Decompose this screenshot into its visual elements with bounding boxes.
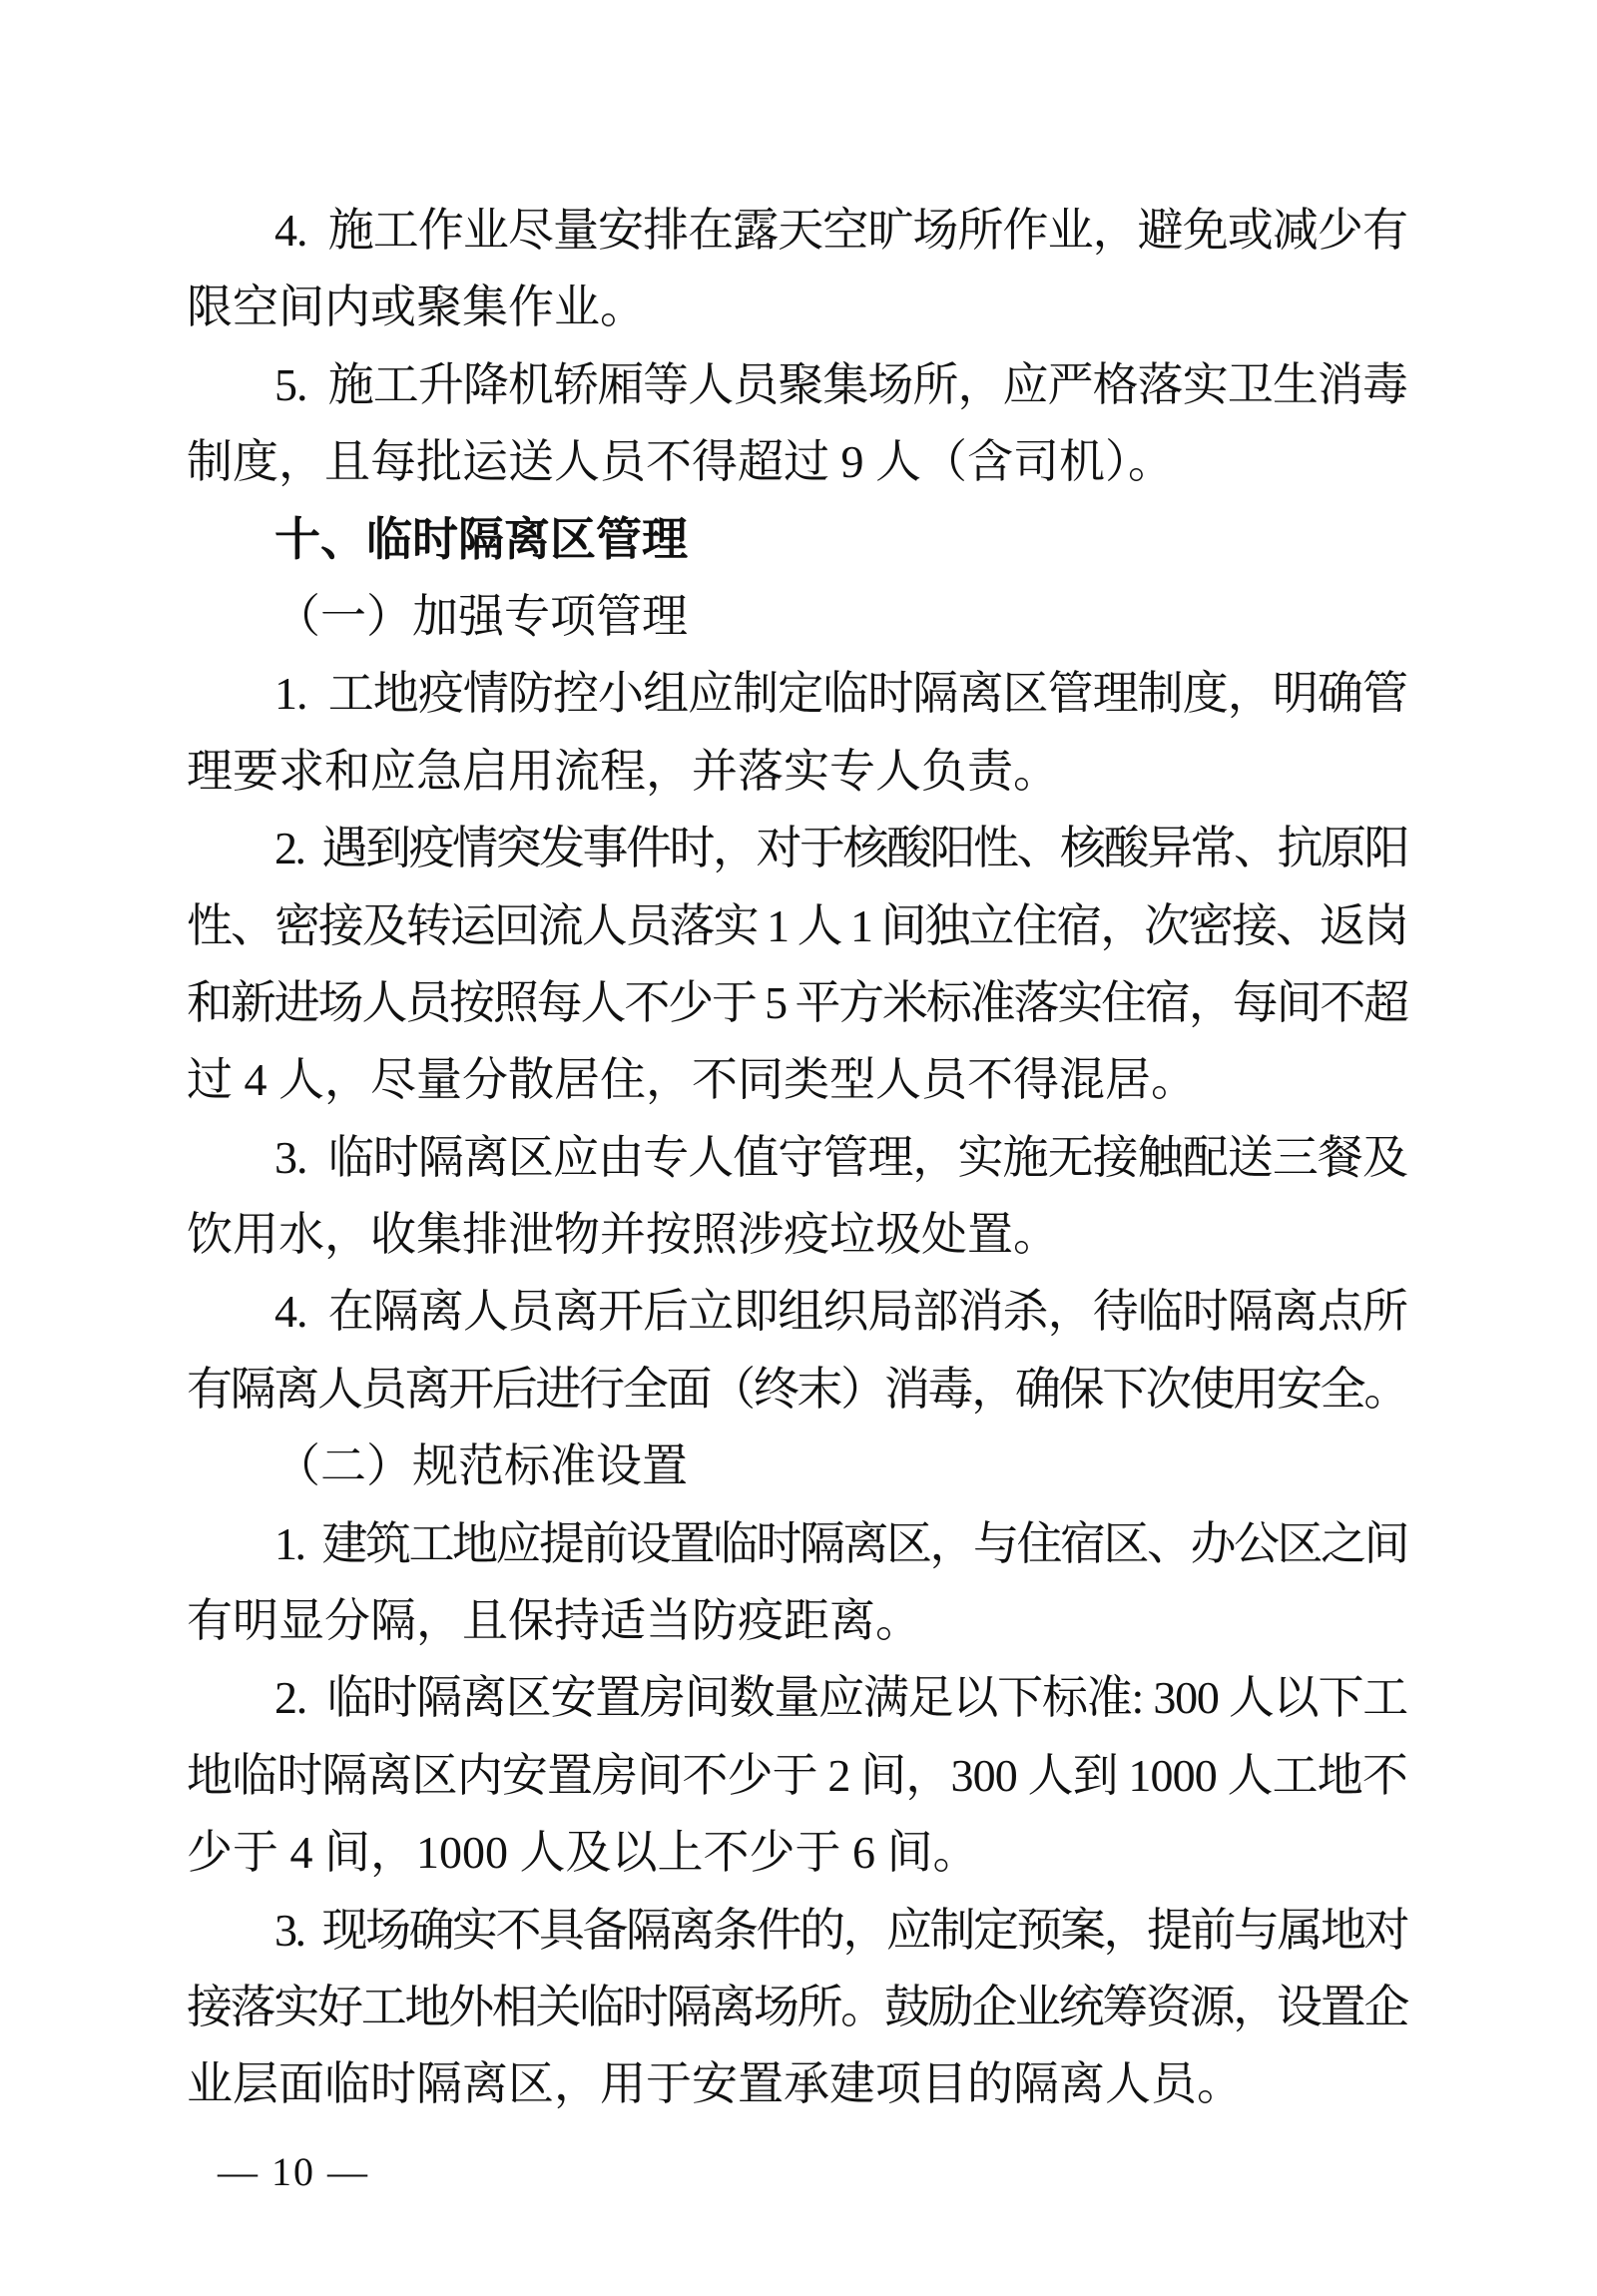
body-text-line: 限空间内或聚集作业。 [187, 282, 646, 333]
document-body [187, 192, 1407, 2123]
body-text-line: 少于 4 间，1000 人及以上不少于 6 间。 [187, 1827, 979, 1879]
subsection-heading: （一）加强专项管理 [274, 590, 688, 642]
subsection-heading: （二）规范标准设置 [274, 1440, 688, 1492]
body-text-line: 有明显分隔，且保持适当防疫距离。 [187, 1595, 921, 1647]
body-text-line: 制度，且每批运送人员不得超过 9 人（含司机）。 [187, 436, 1174, 488]
body-text-line: 接落实好工地外相关临时隔离场所。鼓励企业统筹资源，设置企 [187, 1981, 1407, 2032]
body-text-line: 4. 在隔离人员离开后立即组织局部消杀，待临时隔离点所 [274, 1286, 1407, 1338]
body-text-line: 2. 临时隔离区安置房间数量应满足以下标准: 300 人以下工 [274, 1672, 1407, 1724]
body-text-line: 2. 遇到疫情突发事件时，对于核酸阳性、核酸异常、抗原阳 [274, 823, 1407, 874]
body-text-line: 1. 工地疫情防控小组应制定临时隔离区管理制度，明确管 [274, 668, 1407, 720]
body-text-line: 5. 施工升降机轿厢等人员聚集场所，应严格落实卫生消毒 [274, 358, 1407, 410]
page-number: — 10 — [218, 2149, 369, 2194]
body-text-line: 3. 临时隔离区应由专人值守管理，实施无接触配送三餐及 [274, 1131, 1407, 1183]
body-text-line: 理要求和应急启用流程，并落实专人负责。 [187, 745, 1059, 797]
body-text-line: 业层面临时隔离区，用于安置承建项目的隔离人员。 [187, 2058, 1243, 2110]
body-text-line: 和新进场人员按照每人不少于 5 平方米标准落实住宿，每间不超 [187, 976, 1408, 1028]
body-text-line: 过 4 人，尽量分散居住，不同类型人员不得混居。 [187, 1054, 1197, 1106]
body-text-line: 4. 施工作业尽量安排在露天空旷场所作业，避免或减少有 [274, 205, 1407, 256]
body-text-line: 有隔离人员离开后进行全面（终末）消毒，确保下次使用安全。 [187, 1363, 1407, 1415]
body-text-line: 饮用水，收集排泄物并按照涉疫垃圾处置。 [187, 1209, 1059, 1261]
body-text-line: 地临时隔离区内安置房间不少于 2 间，300 人到 1000 人工地不 [187, 1749, 1408, 1801]
body-text-line: 3. 现场确实不具备隔离条件的，应制定预案，提前与属地对 [274, 1904, 1407, 1956]
body-text-line: 性、密接及转运回流人员落实 1 人 1 间独立住宿，次密接、返岗 [187, 899, 1407, 951]
body-text-line: 1. 建筑工地应提前设置临时隔离区，与住宿区、办公区之间 [274, 1517, 1407, 1569]
section-heading: 十、临时隔离区管理 [274, 512, 688, 565]
